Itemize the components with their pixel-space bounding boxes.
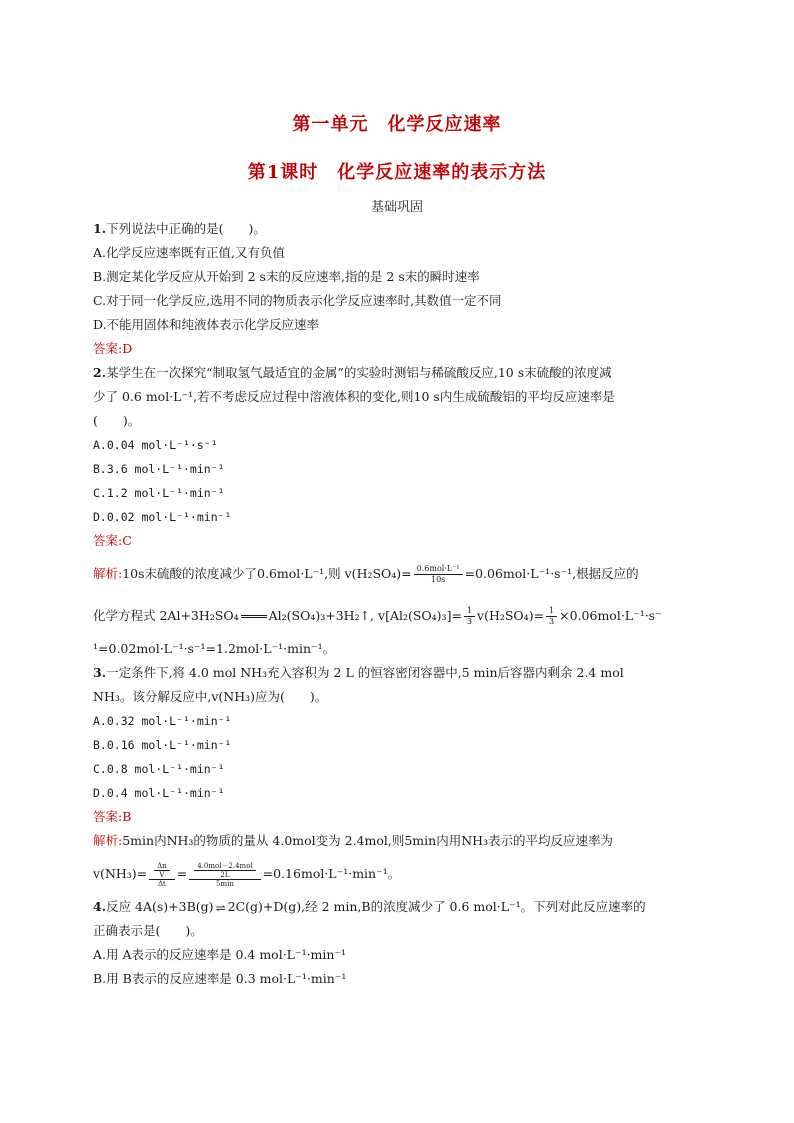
fraction-denominator: V bbox=[159, 870, 165, 879]
question-2-stem-line-2: 少了 0.6 mol·L⁻¹,若不考虑反应过程中溶液体积的变化,则10 s内生成硫酸铝的平均反应速率是 bbox=[93, 389, 615, 404]
inner-fraction bbox=[154, 862, 170, 879]
question-2-stem-line-1 bbox=[93, 361, 705, 385]
analysis-text: v(H₂SO₄)= bbox=[477, 608, 545, 623]
reversible-arrow-icon: ⇌ bbox=[215, 900, 226, 915]
fraction bbox=[149, 862, 175, 888]
question-number: 1. bbox=[93, 221, 107, 236]
question-3-stem-line-2: NH₃。该分解反应中,v(NH₃)应为( )。 bbox=[93, 689, 328, 704]
analysis-text: ×0.06mol·L⁻¹·s⁻ bbox=[559, 608, 662, 623]
fraction-denominator: 2L bbox=[220, 870, 230, 879]
inner-fraction bbox=[194, 862, 255, 879]
analysis-text: = bbox=[176, 866, 188, 881]
analysis-text: Al₂(SO₄)₃+3H₂↑, v[Al₂(SO₄)₃]= bbox=[268, 608, 462, 623]
question-4-stem-line-1 bbox=[93, 895, 705, 919]
question-4-option-b: B.用 B表示的反应速率是 0.3 mol·L⁻¹·min⁻¹ bbox=[93, 971, 347, 986]
question-2-analysis-line-1 bbox=[93, 553, 705, 595]
question-text: 反应 4A(s)+3B(g) bbox=[106, 899, 214, 914]
fraction bbox=[464, 606, 475, 627]
analysis-text: v(NH₃)= bbox=[93, 866, 148, 881]
question-text: 2C(g)+D(g),经 2 min,B的浓度减少了 0.6 mol·L⁻¹。下列对此反应速率的 bbox=[227, 899, 646, 914]
question-2-analysis-line-3: ¹=0.02mol·L⁻¹·s⁻¹=1.2mol·L⁻¹·min⁻¹。 bbox=[93, 641, 336, 656]
fraction-numerator bbox=[149, 862, 175, 880]
fraction-numerator: 1 bbox=[464, 606, 475, 617]
question-3-analysis-line-1 bbox=[93, 829, 705, 853]
fraction-denominator: 3 bbox=[549, 617, 555, 626]
fraction-denominator: 3 bbox=[466, 617, 473, 626]
question-2-analysis-line-2 bbox=[93, 595, 705, 637]
analysis-text: 10s末硫酸的浓度减少了0.6mol·L⁻¹,则 v(H₂SO₄)= bbox=[122, 566, 412, 581]
question-text: 下列说法中正确的是( )。 bbox=[106, 221, 266, 236]
question-2-option-d: D.0.02 mol·L⁻¹·min⁻¹ bbox=[93, 510, 232, 524]
question-number: 3. bbox=[93, 665, 107, 680]
analysis-text: 化学方程式 2Al+3H₂SO₄ bbox=[93, 608, 239, 623]
question-2-option-b: B.3.6 mol·L⁻¹·min⁻¹ bbox=[93, 462, 225, 476]
fraction-numerator: 0.6mol·L⁻¹ bbox=[414, 564, 463, 575]
question-text: 某学生在一次探究“制取氢气最适宜的金属”的实验时测铝与稀硫酸反应,10 s末硫酸的浓度减 bbox=[106, 365, 612, 380]
fraction-denominator: 5min bbox=[216, 879, 234, 888]
analysis-text: =0.16mol·L⁻¹·min⁻¹。 bbox=[262, 866, 401, 881]
fraction-numerator: 1 bbox=[546, 606, 557, 617]
question-1-option-d: D.不能用固体和纯液体表示化学反应速率 bbox=[93, 317, 320, 332]
analysis-text: 5min内NH₃的物质的量从 4.0mol变为 2.4mol,则5min内用NH₃表示的平均反应速率为 bbox=[122, 833, 614, 848]
lesson-title: 第1课时 化学反应速率的表示方法 bbox=[247, 162, 547, 183]
fraction-numerator bbox=[189, 862, 260, 880]
question-3-analysis-formula bbox=[93, 853, 705, 895]
question-1-answer: 答案:D bbox=[93, 341, 133, 356]
question-3-option-c: C.0.8 mol·L⁻¹·min⁻¹ bbox=[93, 762, 225, 776]
fraction bbox=[546, 606, 557, 627]
equals-arrow-icon bbox=[241, 615, 267, 618]
question-3-answer: 答案:B bbox=[93, 809, 132, 824]
question-3-option-d: D.0.4 mol·L⁻¹·min⁻¹ bbox=[93, 786, 225, 800]
question-number: 2. bbox=[93, 365, 107, 380]
fraction-numerator: 4.0mol－2.4mol bbox=[194, 862, 255, 871]
question-1-option-c: C.对于同一化学反应,选用不同的物质表示化学反应速率时,其数值一定不同 bbox=[93, 293, 502, 308]
fraction-denominator: 10s bbox=[430, 575, 446, 584]
analysis-label: 解析: bbox=[93, 566, 123, 581]
fraction bbox=[189, 862, 260, 888]
analysis-label: 解析: bbox=[93, 833, 123, 848]
question-1-stem bbox=[93, 217, 705, 241]
question-2-stem-line-3: ( )。 bbox=[93, 413, 141, 428]
question-2-option-c: C.1.2 mol·L⁻¹·min⁻¹ bbox=[93, 486, 225, 500]
fraction bbox=[414, 564, 463, 585]
analysis-text: =0.06mol·L⁻¹·s⁻¹,根据反应的 bbox=[464, 566, 639, 581]
question-3-stem-line-1 bbox=[93, 661, 705, 685]
question-1-option-a: A.化学反应速率既有正值,又有负值 bbox=[93, 245, 285, 260]
section-heading: 基础巩固 bbox=[370, 200, 423, 215]
question-3-option-a: A.0.32 mol·L⁻¹·min⁻¹ bbox=[93, 714, 232, 728]
question-2-option-a: A.0.04 mol·L⁻¹·s⁻¹ bbox=[93, 438, 218, 452]
question-text: 一定条件下,将 4.0 mol NH₃充入容积为 2 L 的恒容密闭容器中,5 min后容器内剩余 2.4 mol bbox=[106, 665, 624, 680]
question-number: 4. bbox=[93, 899, 107, 914]
question-3-option-b: B.0.16 mol·L⁻¹·min⁻¹ bbox=[93, 738, 232, 752]
question-4-stem-line-2: 正确表示是( )。 bbox=[93, 923, 203, 938]
fraction-numerator: Δn bbox=[154, 862, 170, 871]
unit-title: 第一单元 化学反应速率 bbox=[292, 114, 502, 135]
question-4-option-a: A.用 A表示的反应速率是 0.4 mol·L⁻¹·min⁻¹ bbox=[93, 947, 347, 962]
question-2-answer: 答案:C bbox=[93, 533, 132, 548]
question-list bbox=[93, 217, 705, 991]
question-1-option-b: B.测定某化学反应从开始到 2 s末的反应速率,指的是 2 s末的瞬时速率 bbox=[93, 269, 480, 284]
fraction-denominator: Δt bbox=[157, 879, 166, 888]
